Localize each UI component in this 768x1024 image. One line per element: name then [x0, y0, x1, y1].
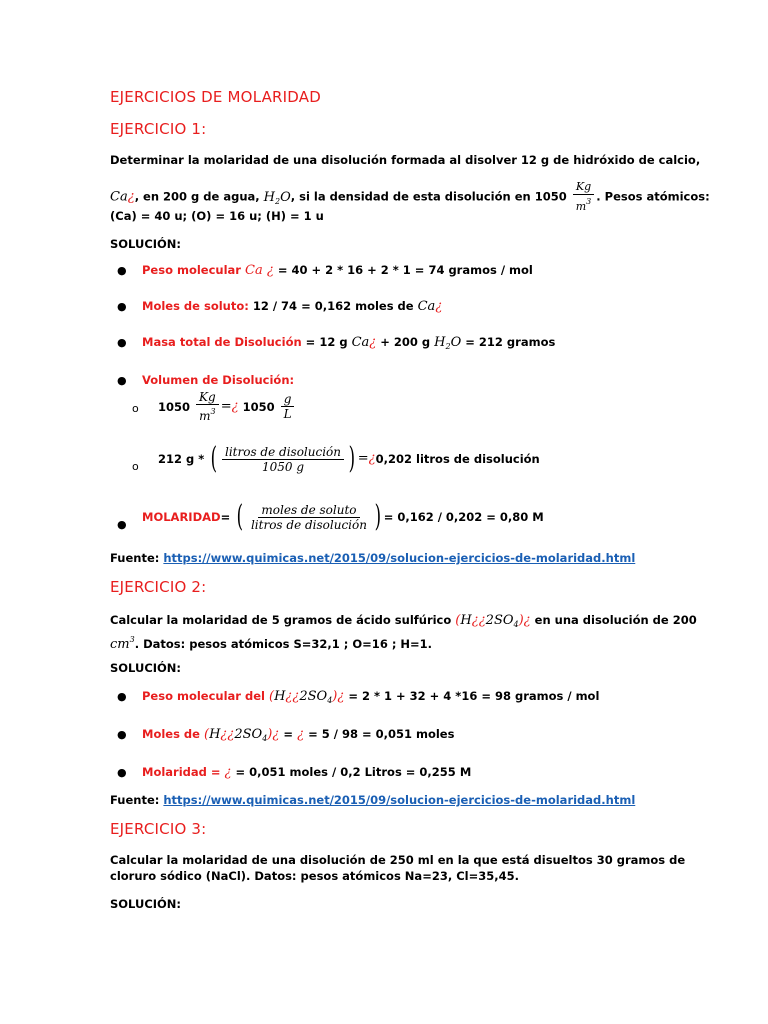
ej1-peso-molecular: Peso molecular Ca ¿ = 40 + 2 * 16 + 2 * 1 = 74 gramos / mol — [142, 263, 533, 278]
ej1-volumen-step1: 1050 $\frac{Kg}{m^3}$ =¿ 1050 $\frac{g}{L}$ — [158, 390, 297, 423]
bullet-icon: ● — [117, 300, 127, 313]
ej1-statement-line1: Determinar la molaridad de una disolución formada al disolver 12 g de hidróxido de calcio, — [110, 153, 701, 167]
ej1-solucion-label: SOLUCIÓN: — [110, 237, 182, 251]
bullet-icon: ● — [117, 690, 127, 703]
bullet-icon: ● — [117, 728, 127, 741]
bullet-icon: ● — [117, 766, 127, 779]
ej2-statement-line2: $cm^3$. Datos: pesos atómicos S=32,1 ; O=16 ; H=1. — [110, 635, 433, 652]
ejercicio-1-heading: EJERCICIO 1: — [110, 120, 207, 138]
ejercicio-3-heading: EJERCICIO 3: — [110, 820, 207, 838]
ej1-volumen-step2: 212 g * ( $\frac{\text{litros de disolución}}{1050 g}$ ) =¿0,202 litros de disolución — [158, 441, 540, 476]
ej2-moles: Moles de $(H¿¿2SO_4)¿$ = ¿ = 5 / 98 = 0,051 moles — [142, 727, 455, 743]
circle-bullet-icon: o — [132, 402, 139, 415]
ej3-solucion-label: SOLUCIÓN: — [110, 897, 182, 911]
document-title: EJERCICIOS DE MOLARIDAD — [110, 88, 321, 106]
circle-bullet-icon: o — [132, 460, 139, 473]
ej2-molaridad: Molaridad = ¿ = 0,051 moles / 0,2 Litros = 0,255 M — [142, 765, 472, 780]
ej1-statement-line3: (Ca) = 40 u; (O) = 16 u; (H) = 1 u — [110, 209, 324, 223]
bullet-icon: ● — [117, 374, 127, 387]
ej2-statement-line1: Calcular la molaridad de 5 gramos de ácido sulfúrico $(H¿¿2SO_4)¿$ en una disolución de 200 — [110, 613, 697, 629]
ej2-peso-molecular: Peso molecular del $(H¿¿2SO_4)¿ = 2 * 1 + 32 + 4$ *16 = 98 gramos / mol — [142, 689, 600, 705]
ej1-molaridad: MOLARIDAD= ( $\frac{\text{moles de soluto}}{\text{litros de disolución}}$ )= 0,162 / 0,202 = 0,80 M — [142, 499, 544, 534]
ej1-fuente: Fuente: https://www.quimicas.net/2015/09/solucion-ejercicios-de-molaridad.html — [110, 551, 636, 565]
bullet-icon: ● — [117, 518, 127, 531]
ej3-statement-line1: Calcular la molaridad de una disolución de 250 ml en la que está disueltos 30 gramos de — [110, 853, 686, 867]
ej1-volumen-label: Volumen de Disolución: — [142, 373, 295, 387]
ej2-solucion-label: SOLUCIÓN: — [110, 661, 182, 675]
ej1-moles-soluto: Moles de soluto: 12 / 74 = 0,162 moles de Ca¿ — [142, 299, 443, 314]
bullet-icon: ● — [117, 264, 127, 277]
ej2-fuente: Fuente: https://www.quimicas.net/2015/09/solucion-ejercicios-de-molaridad.html — [110, 793, 636, 807]
ej1-masa-total: Masa total de Disolución = 12 g Ca¿ + 200 g $H_2O = 212$ gramos — [142, 335, 556, 351]
ej1-fuente-link[interactable]: https://www.quimicas.net/2015/09/solucion-ejercicios-de-molaridad.html — [163, 551, 636, 565]
ej1-statement-line2: Ca¿, en 200 g de agua, $H_2O$, si la densidad de esta disolución en 1050 $\frac{Kg}{m^3}$ . Pesos atómicos: — [110, 180, 710, 213]
ej2-fuente-link[interactable]: https://www.quimicas.net/2015/09/solucion-ejercicios-de-molaridad.html — [163, 793, 636, 807]
ej3-statement-line2: cloruro sódico (NaCl). Datos: pesos atómicos Na=23, Cl=35,45. — [110, 869, 519, 883]
ejercicio-2-heading: EJERCICIO 2: — [110, 578, 207, 596]
bullet-icon: ● — [117, 336, 127, 349]
